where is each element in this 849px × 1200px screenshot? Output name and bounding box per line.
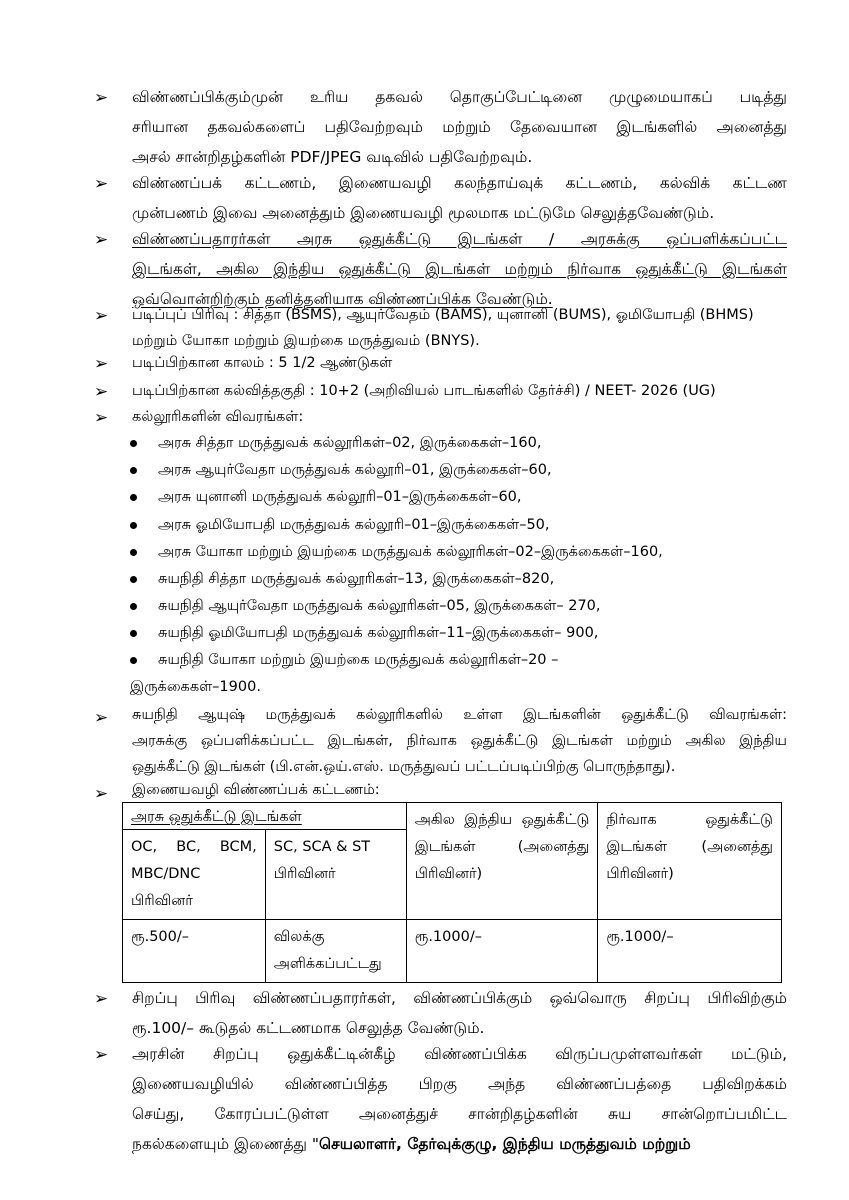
table-row — [123, 803, 782, 830]
table-cell: ரூ.1000/– — [406, 920, 598, 983]
list-item-text: விண்ணப்பதாரர்கள் அரசு ஒதுக்கீட்டு இடங்கள் / அரசுக்கு ஒப்பளிக்கப்பட்ட — [132, 230, 787, 248]
arrow-bullet-icon: ➢ — [94, 989, 109, 1009]
table-cell: OC, BC, BCM, MBC/DNC பிரிவினர் — [123, 830, 266, 920]
arrow-bullet-icon: ➢ — [94, 1045, 109, 1065]
list-item-text: முன்பணம் இவை அனைத்தும் இணையவழி மூலமாக மட்டுமே செலுத்தவேண்டும். — [132, 204, 715, 222]
list-item-text: அரசுக்கு ஒப்பளிக்கப்பட்ட இடங்கள், நிர்வாக ஒதுக்கீட்டு இடங்கள் மற்றும் அகில இந்திய — [132, 733, 787, 749]
bullet-dot-icon — [130, 440, 137, 447]
arrow-bullet-icon: ➢ — [94, 708, 109, 728]
list-item-text: விண்ணப்பிக்கும்முன் உரிய தகவல் தொகுப்பேட்டினை முழுமையாகப் படித்து — [132, 88, 787, 106]
list-item-text: அரசின் சிறப்பு ஒதுக்கீட்டின்கீழ் விண்ணப்பிக்க விருப்பமுள்ளவர்கள் மட்டும், — [132, 1045, 787, 1063]
table-header-cell: நிர்வாக ஒதுக்கீட்டு இடங்கள் (அனைத்து பிரிவினர்) — [598, 803, 782, 920]
table-cell: விலக்கு அளிக்கப்பட்டது — [265, 920, 406, 983]
arrow-bullet-icon: ➢ — [94, 174, 109, 194]
table-cell: ரூ.1000/– — [598, 920, 782, 983]
table-cell: SC, SCA & ST பிரிவினர் — [265, 830, 406, 920]
fee-table — [122, 802, 782, 983]
bullet-dot-icon — [130, 630, 137, 637]
list-item-text: ஒவ்வொன்றிற்கும் தனித்தனியாக விண்ணப்பிக்க வேண்டும். — [132, 290, 553, 308]
arrow-bullet-icon: ➢ — [94, 408, 109, 428]
list-item-text: இடங்கள், அகில இந்திய ஒதுக்கீட்டு இடங்கள் மற்றும் நிர்வாக ஒதுக்கீட்டு இடங்கள் — [132, 260, 787, 278]
bullet-dot-icon — [130, 603, 137, 610]
list-item-text: செய்து, கோரப்பட்டுள்ள அனைத்துச் சான்றிதழ்களின் சுய சான்றொப்பமிட்ட — [132, 1105, 787, 1123]
list-item-text: கல்லூரிகளின் விவரங்கள்: — [132, 409, 304, 425]
arrow-bullet-icon: ➢ — [94, 354, 109, 374]
list-item-text: படிப்பிற்கான கல்வித்தகுதி : 10+2 (அறிவியல் பாடங்களில் தேர்ச்சி) / NEET- 2026 (UG) — [132, 383, 716, 399]
list-item-text: ரூ.100/– கூடுதல் கட்டணமாக செலுத்த வேண்டும். — [132, 1019, 485, 1037]
list-item-text: படிப்புப் பிரிவு : சித்தா (BSMS), ஆயுர்வேதம் (BAMS), யுனானி (BUMS), ஓமியோபதி (BHMS) — [132, 307, 754, 323]
document-page: ➢ விண்ணப்பிக்கும்முன் உரிய தகவல் தொகுப்பேட்டினை முழுமையாகப் படித்து சரியான தகவல்களைப் பதிவேற்றவும் மற்றும் தேவையான இடங்களில் அனைத்து அசல் சான்றிதழ்களின் PDF/JPEG வடிவில் பதிவேற்றவும். ➢ விண்ணப்பக் கட்டணம், இணையவழி கலந்தாய்வுக் கட்டணம், கல்விக் கட்டண முன்பணம் இவை அனைத்தும் இணையவழி மூலமாக மட்டுமே செலுத்தவேண்டும். ➢ விண்ணப்பதாரர்கள் அரசு ஒதுக்கீட்டு இடங்கள் / அரசுக்கு ஒப்பளிக்கப்பட்ட இடங்கள், அகில இந்திய ஒதுக்கீட்டு இடங்கள் மற்றும் நிர்வாக ஒதுக்கீட்டு இடங்கள் ஒவ்வொன்றிற்கும் தனித்தனியாக விண்ணப்பிக்க வேண்டும். ➢ படிப்புப் பிரிவு : சித்தா (BSMS), ஆயுர்வேதம் (BAMS), யுனானி (BUMS), ஓமியோபதி (BHMS) மற்றும் யோகா மற்றும் இயற்கை மருத்துவம் (BNYS). ➢ படிப்பிற்கான காலம் : 5 1/2 ஆண்டுகள் ➢ படிப்பிற்கான கல்வித்தகுதி : 10+2 (அறிவியல் பாடங்களில் தேர்ச்சி) / NEET- 2026 (UG) ➢ கல்லூரிகளின் விவரங்கள்: அரசு சித்தா மருத்துவக் கல்லூரிகள்–02, இருக்கைகள்–160, அரசு ஆயுர்வேதா மருத்துவக் கல்லூரி–01, இருக்கைகள்–60, அரசு யுனானி மருத்துவக் கல்லூரி–01–இருக்கைகள்–60, அரசு ஓமியோபதி மருத்துவக் கல்லூரி–01–இருக்கைகள்–50, அரசு யோகா மற்றும் இயற்கை மருத்துவக் கல்லூரிகள்–02–இருக்கைகள்–160, சுயநிதி சித்தா மருத்துவக் கல்லூரிகள்–13, இருக்கைகள்–820, சுயநிதி ஆயுர்வேதா மருத்துவக் கல்லூரிகள்–05, இருக்கைகள்– 270, சுயநிதி ஓமியோபதி மருத்துவக் கல்லூரிகள்–11–இருக்கைகள்– 900, சுயநிதி யோகா மற்றும் இயற்கை மருத்துவக் கல்லூரிகள்–20 – இருக்கைகள்–1900. ➢ சுயநிதி ஆயுஷ் மருத்துவக் கல்லூரிகளில் உள்ள இடங்களின் ஒதுக்கீட்டு விவரங்கள்: அரசுக்கு ஒப்பளிக்கப்பட்ட இடங்கள், நிர்வாக ஒதுக்கீட்டு இடங்கள் மற்றும் அகில இந்திய ஒதுக்கீட்டு இடங்கள் (பி.என்.ஒய்.எஸ். மருத்துவப் பட்டப்படிப்பிற்கு பொருந்தாது). ➢ இணையவழி விண்ணப்பக் கட்டணம்: அரசு ஒதுக்கீட்டு இடங்கள் அகில இந்திய ஒதுக்கீட்டு இடங்கள் (அனைத்து பிரிவினர்) நிர்வாக ஒதுக்கீட்டு இடங்கள் (அனைத்து பிரிவினர்) OC, BC, BCM, MBC/DNC பிரிவினர் SC, SCA & ST பிரிவினர் ரூ.500/– விலக்கு அளிக்கப்பட்டது ரூ.1000/– ரூ.1000/– ➢ சிறப்பு பிரிவு விண்ணப்பதாரர்கள், விண்ணப்பிக்கும் ஒவ்வொரு சிறப்பு பிரிவிற்கும் ரூ.100/– கூடுதல் கட்டணமாக செலுத்த வேண்டும். ➢ அரசின் சிறப்பு ஒதுக்கீட்டின்கீழ் விண்ணப்பிக்க விருப்பமுள்ளவர்கள் மட்டும், இணையவழியில் விண்ணப்பித்த பிறகு அந்த விண்ணப்பத்தை பதிவிறக்கம் செய்து, கோரப்பட்டுள்ள அனைத்துச் சான்றிதழ்களின் சுய சான்றொப்பமிட்ட நகல்களையும் இணைத்து "செயலாளர், தேர்வுக்குழு, இந்திய மருத்துவம் மற்றும் — [0, 0, 849, 1200]
arrow-bullet-icon: ➢ — [94, 306, 109, 326]
bullet-dot-icon — [130, 494, 137, 501]
bullet-dot-icon — [130, 522, 137, 529]
table-row — [123, 920, 782, 983]
list-item-text: சரியான தகவல்களைப் பதிவேற்றவும் மற்றும் தேவையான இடங்களில் அனைத்து — [132, 118, 787, 136]
table-header-cell: அரசு ஒதுக்கீட்டு இடங்கள் — [123, 803, 407, 830]
arrow-bullet-icon: ➢ — [94, 88, 109, 108]
bullet-dot-icon — [130, 467, 137, 474]
list-item-text: அசல் சான்றிதழ்களின் PDF/JPEG வடிவில் பதிவேற்றவும். — [132, 148, 533, 166]
list-item-text: விண்ணப்பக் கட்டணம், இணையவழி கலந்தாய்வுக் கட்டணம், கல்விக் கட்டண — [132, 174, 787, 192]
bullet-dot-icon — [130, 549, 137, 556]
list-item-text: சுயநிதி ஆயுஷ் மருத்துவக் கல்லூரிகளில் உள்ள இடங்களின் ஒதுக்கீட்டு விவரங்கள்: — [132, 707, 787, 723]
list-item-text: ஒதுக்கீட்டு இடங்கள் (பி.என்.ஒய்.எஸ். மருத்துவப் பட்டப்படிப்பிற்கு பொருந்தாது). — [132, 759, 676, 775]
table-cell: ரூ.500/– — [123, 920, 266, 983]
list-item-text: சிறப்பு பிரிவு விண்ணப்பதாரர்கள், விண்ணப்பிக்கும் ஒவ்வொரு சிறப்பு பிரிவிற்கும் — [132, 989, 787, 1007]
arrow-bullet-icon: ➢ — [94, 382, 109, 402]
list-item-text: நகல்களையும் இணைத்து "செயலாளர், தேர்வுக்குழு, இந்திய மருத்துவம் மற்றும் — [132, 1135, 691, 1153]
bullet-dot-icon — [130, 576, 137, 583]
list-item-text: படிப்பிற்கான காலம் : 5 1/2 ஆண்டுகள் — [132, 355, 393, 371]
table-header-cell: அகில இந்திய ஒதுக்கீட்டு இடங்கள் (அனைத்து பிரிவினர்) — [406, 803, 598, 920]
arrow-bullet-icon: ➢ — [94, 784, 109, 804]
bullet-dot-icon — [130, 657, 137, 664]
list-item-text: இணையவழி விண்ணப்பக் கட்டணம்: — [132, 782, 380, 798]
list-item-text: இணையவழியில் விண்ணப்பித்த பிறகு அந்த விண்ணப்பத்தை பதிவிறக்கம் — [132, 1075, 787, 1093]
list-item-text: மற்றும் யோகா மற்றும் இயற்கை மருத்துவம் (BNYS). — [132, 333, 480, 349]
arrow-bullet-icon: ➢ — [94, 230, 109, 250]
